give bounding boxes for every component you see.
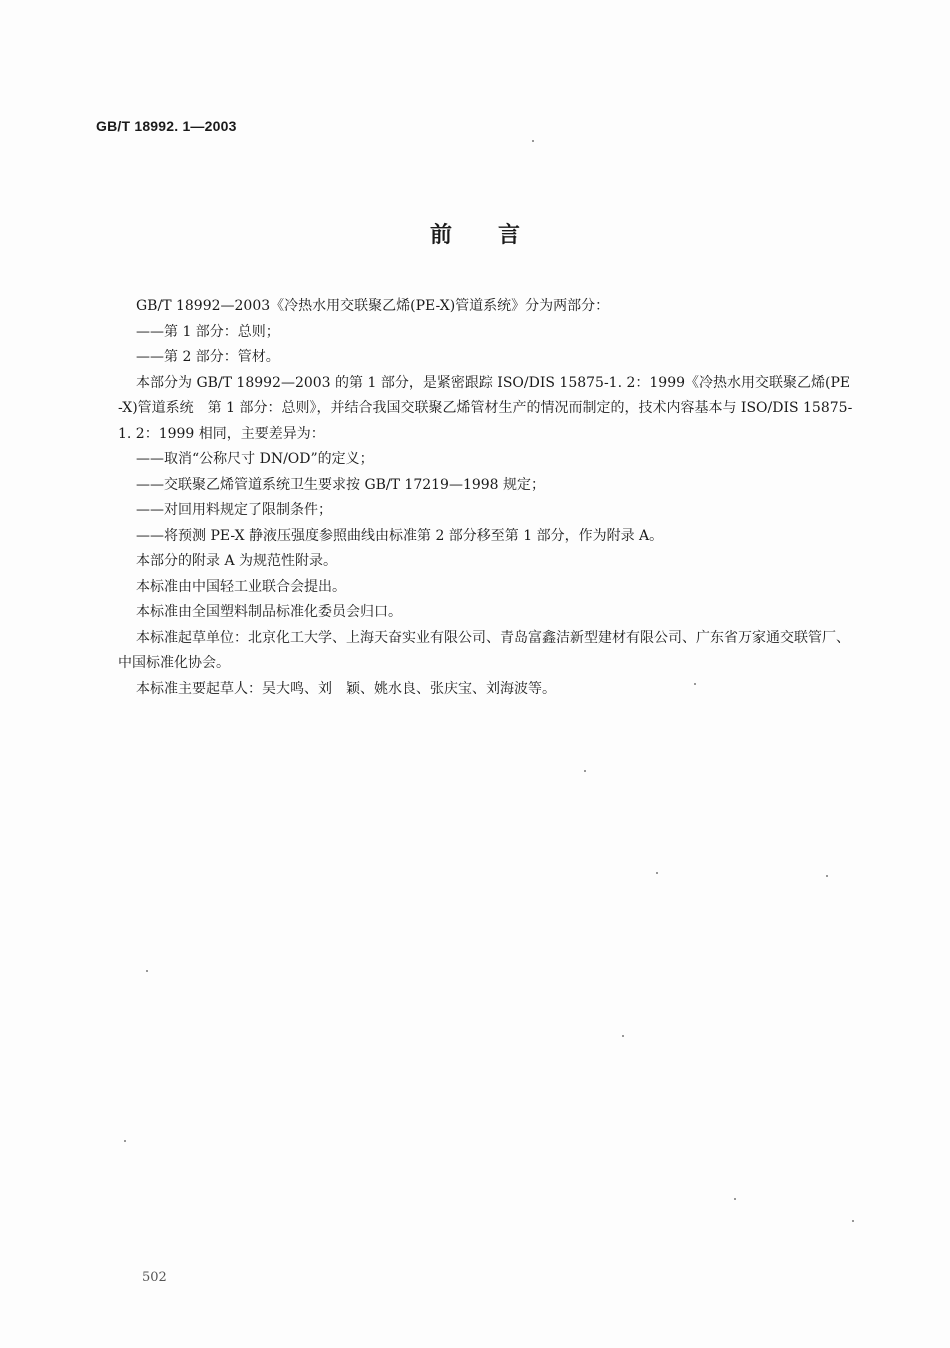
paragraph-proposed-by: 本标准由中国轻工业联合会提出。 (136, 578, 346, 595)
foreword-body (118, 294, 854, 702)
page-title: 前言 (429, 223, 566, 248)
list-item-difference-4: ——将预测 PE-X 静液压强度参照曲线由标准第 2 部分移至第 1 部分，作为附录 A。 (136, 527, 664, 544)
list-item-difference-2: ——交联聚乙烯管道系统卫生要求按 GB/T 17219—1998 规定； (136, 476, 546, 493)
standard-code: GB/T 18992. 1—2003 (96, 118, 237, 134)
list-item-part-2: ——第 2 部分：管材。 (136, 349, 280, 365)
scan-speck (146, 970, 148, 972)
page-number: 502 (142, 1270, 167, 1285)
paragraph-intro: GB/T 18992—2003《冷热水用交联聚乙烯(PE-X)管道系统》分为两部分： (136, 298, 610, 314)
scan-speck (826, 875, 828, 877)
scan-speck (734, 1198, 736, 1200)
list-item-difference-1: ——取消“公称尺寸 DN/OD”的定义； (136, 451, 374, 467)
scan-speck (532, 140, 534, 142)
scan-speck (694, 683, 696, 685)
list-item-difference-3: ——对回用料规定了限制条件； (136, 502, 332, 518)
paragraph-annex: 本部分的附录 A 为规范性附录。 (136, 553, 338, 569)
list-item-part-1: ——第 1 部分：总则； (136, 323, 280, 340)
paragraph-drafters: 本标准主要起草人：吴大鸣、刘 颖、姚水良、张庆宝、刘海波等。 (136, 680, 556, 697)
scan-speck (852, 1220, 854, 1222)
paragraph-relation: 本部分为 GB/T 18992—2003 的第 1 部分，是紧密跟踪 ISO/DIS 15875-1. 2：1999《冷热水用交联聚乙烯(PE-X)管道系统 第 1 部分：总则》，并结合我国交联聚乙烯管材生产的情况而制定的，技术内容基本与 ISO/DIS 15875-1. 2：1999 相同，主要差异为： (118, 374, 853, 442)
scan-speck (584, 770, 586, 772)
scan-speck (656, 872, 658, 874)
paragraph-under-jurisdiction: 本标准由全国塑料制品标准化委员会归口。 (136, 604, 402, 620)
scan-speck (124, 1140, 126, 1142)
paragraph-drafting-units: 本标准起草单位：北京化工大学、上海天奋实业有限公司、青岛富鑫洁新型建材有限公司、广东省万家通交联管厂、中国标准化协会。 (118, 629, 850, 671)
scan-speck (622, 1035, 624, 1037)
